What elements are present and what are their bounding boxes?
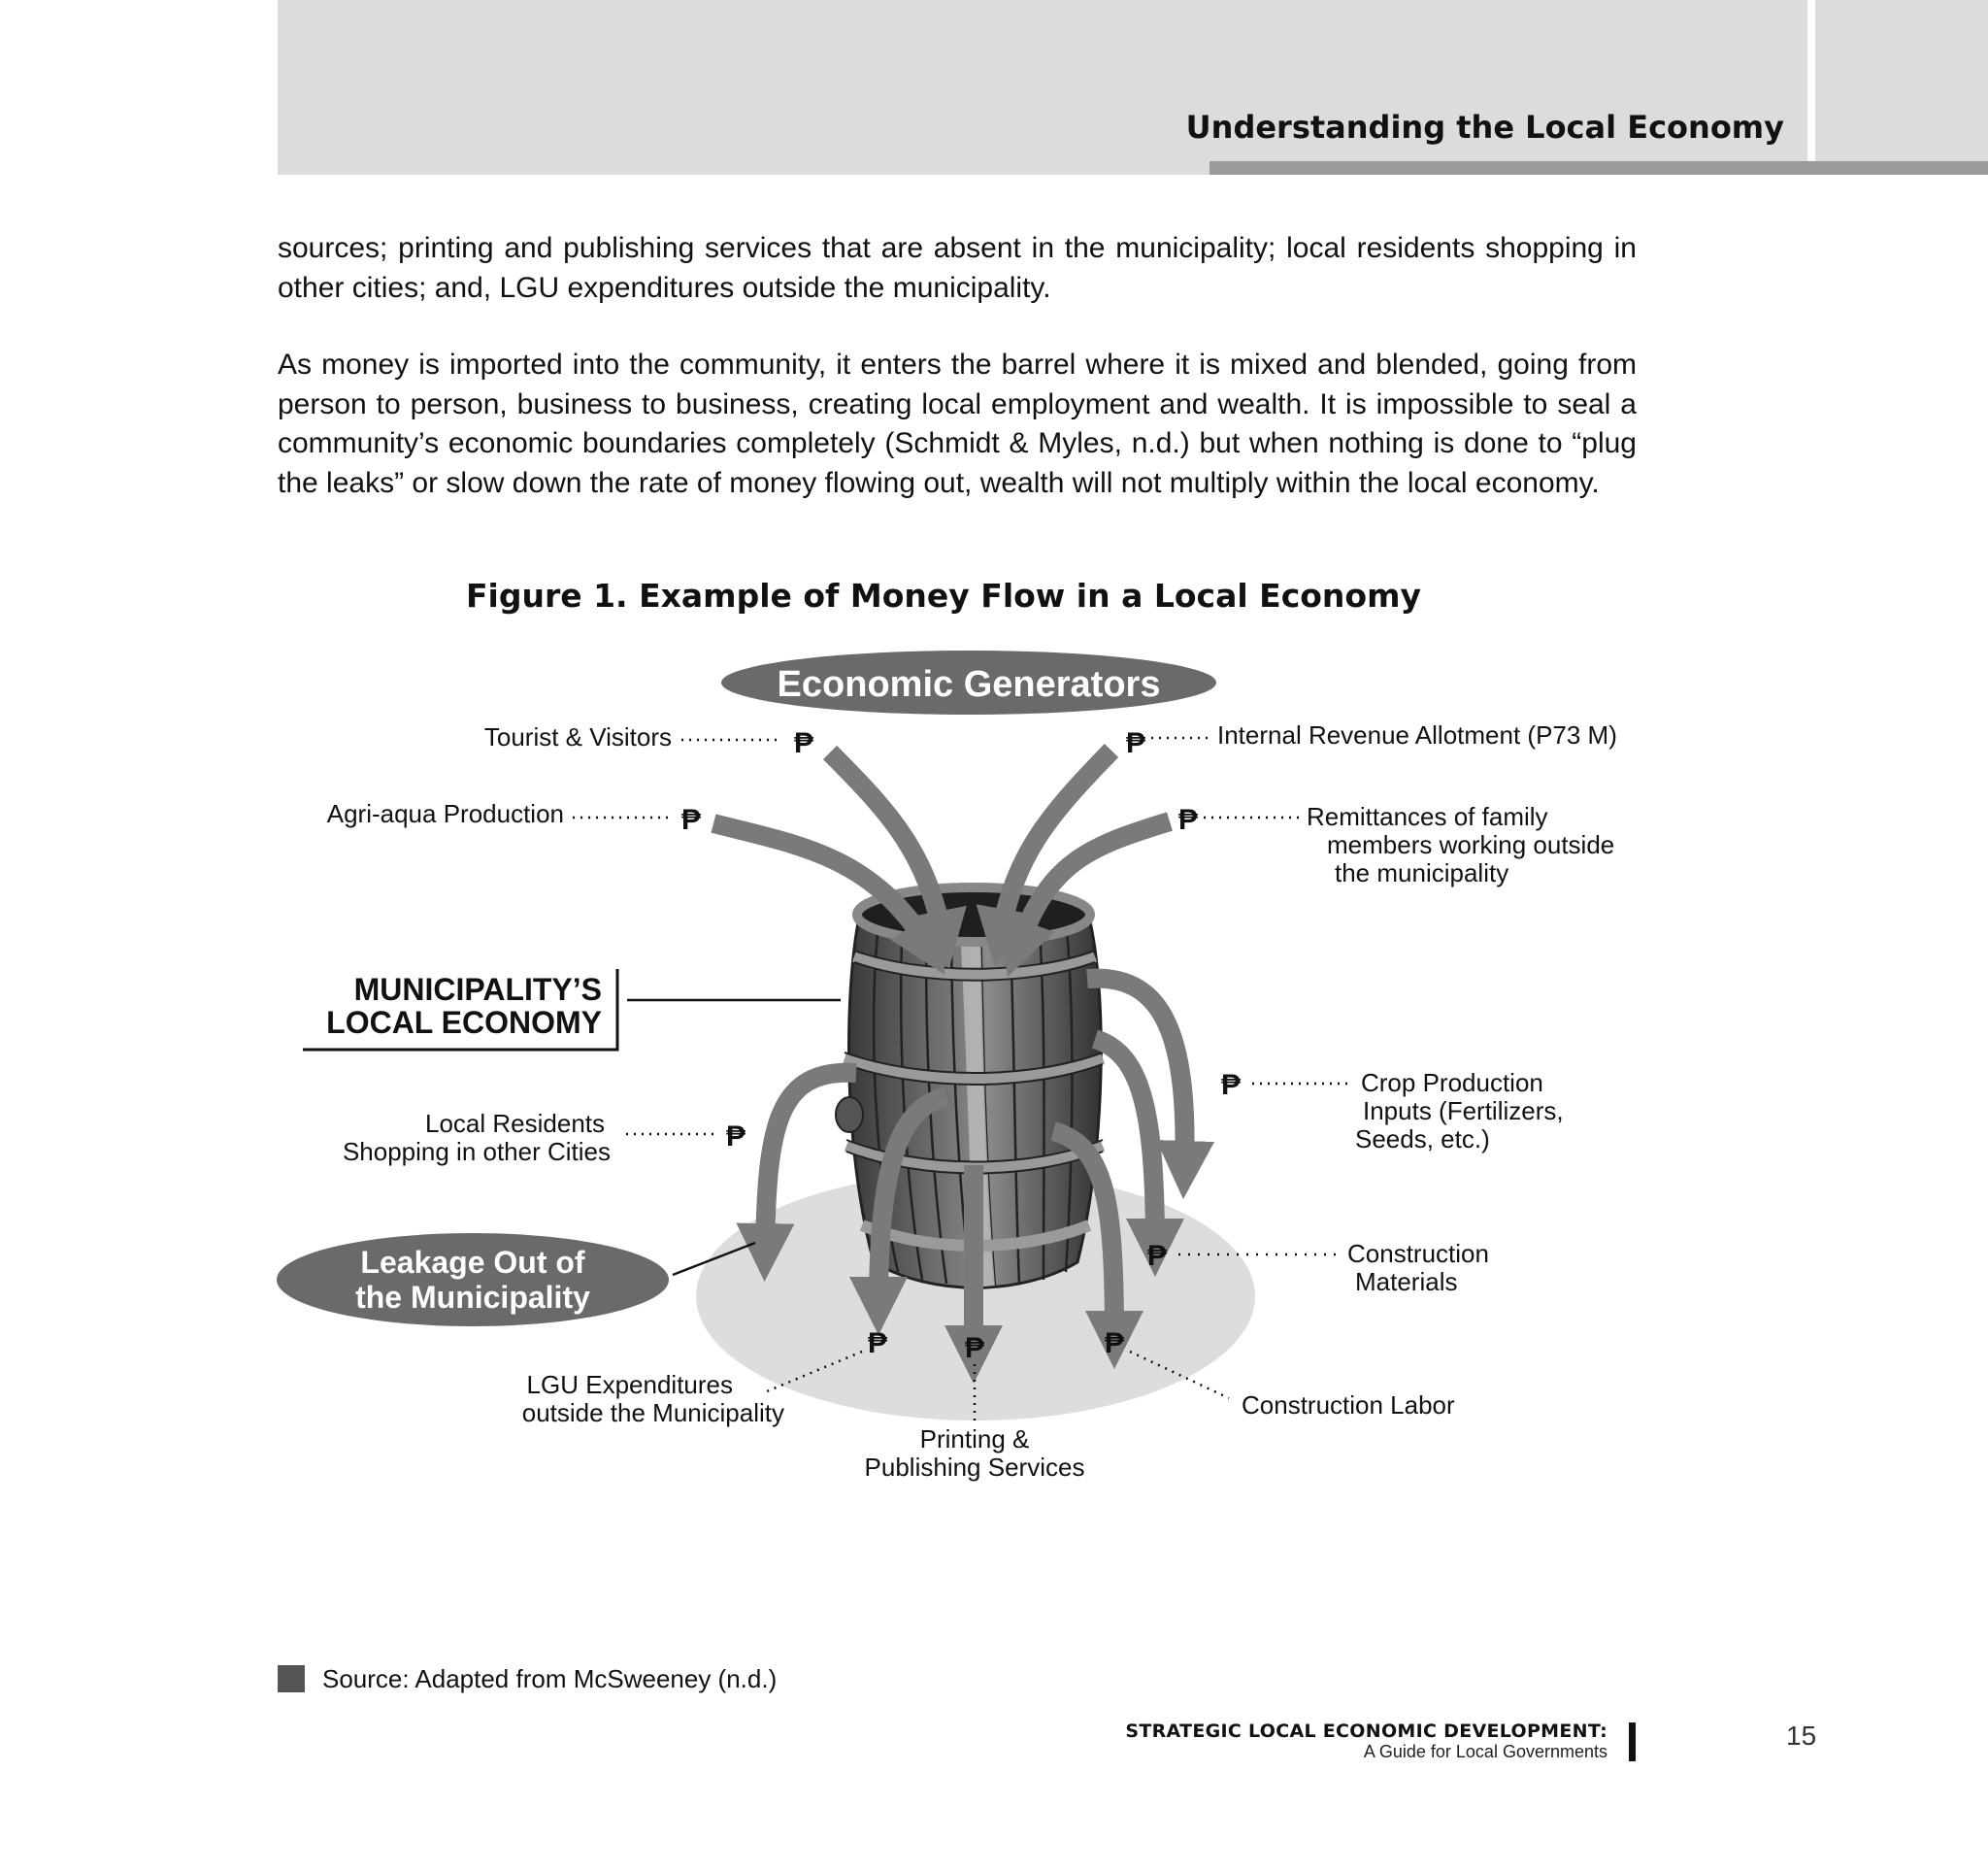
label-printing-line1: Printing & xyxy=(919,1424,1030,1454)
label-agri: Agri-aqua Production xyxy=(326,799,564,828)
peso-lgu: ₱ xyxy=(867,1327,888,1359)
label-remittances-line1: Remittances of family xyxy=(1307,802,1548,831)
label-tourists: Tourist & Visitors xyxy=(483,722,672,752)
label-construction-labor: Construction Labor xyxy=(1242,1390,1455,1420)
peso-remittances: ₱ xyxy=(1177,804,1199,836)
peso-agri: ₱ xyxy=(680,804,702,836)
inflow-arrows xyxy=(713,751,1170,950)
footer-title: STRATEGIC LOCAL ECONOMIC DEVELOPMENT: xyxy=(1125,1721,1607,1742)
label-construction-materials-line2: Materials xyxy=(1355,1267,1458,1296)
source-text: Source: Adapted from McSweeney (n.d.) xyxy=(322,1663,778,1693)
label-crop-line3: Seeds, etc.) xyxy=(1355,1124,1490,1153)
peso-construction-labor: ₱ xyxy=(1104,1327,1125,1359)
footer-subtitle: A Guide for Local Governments xyxy=(1363,1742,1607,1761)
label-lgu-line2: outside the Municipality xyxy=(521,1398,784,1427)
label-crop-line1: Crop Production xyxy=(1361,1068,1543,1097)
generators-heading: Economic Generators xyxy=(777,664,1161,705)
label-remittances-line2: members working outside xyxy=(1327,830,1615,859)
peso-printing: ₱ xyxy=(964,1332,985,1364)
source-note xyxy=(278,1664,777,1693)
label-ira: Internal Revenue Allotment (P73 M) xyxy=(1217,720,1617,750)
label-printing-line2: Publishing Services xyxy=(864,1453,1085,1482)
label-construction-materials-line1: Construction xyxy=(1347,1239,1489,1268)
label-lgu-line1: LGU Expenditures xyxy=(526,1370,733,1399)
peso-ira: ₱ xyxy=(1125,727,1146,759)
section-title: Understanding the Local Economy xyxy=(1185,109,1784,146)
peso-tourists: ₱ xyxy=(793,727,814,759)
leakage-heading-line1: Leakage Out of xyxy=(360,1245,585,1280)
label-remittances-line3: the municipality xyxy=(1335,858,1509,887)
label-crop-line2: Inputs (Fertilizers, xyxy=(1363,1096,1564,1125)
figure-title-text: Figure 1. Example of Money Flow in a Local Economy xyxy=(465,577,1421,615)
paragraph-1: sources; printing and publishing services that are absent in the municipality; local residents shopping in other cities; and, LGU expenditures outside the municipality. xyxy=(278,232,1637,304)
label-local-residents-line1: Local Residents xyxy=(425,1109,605,1138)
peso-crop: ₱ xyxy=(1220,1069,1242,1101)
leakage-heading-line2: the Municipality xyxy=(355,1280,590,1315)
footer-bar xyxy=(1629,1722,1636,1761)
peso-local-residents: ₱ xyxy=(725,1120,746,1153)
peso-construction-materials: ₱ xyxy=(1146,1240,1168,1272)
page-number: 15 xyxy=(1786,1721,1817,1751)
label-local-residents-line2: Shopping in other Cities xyxy=(342,1137,611,1166)
source-bullet-square xyxy=(278,1665,305,1692)
paragraph-2: As money is imported into the community, it enters the barrel where it is mixed and blended, going from person to person, business to business, creating local employment and wealth. It is impossible to seal a community’s economic boundaries completely (Schmidt & Myles, n.d.) but when nothing is done to “plug the leaks” or slow down the rate of money flowing out, wealth will not multiply within the local economy. xyxy=(278,349,1637,499)
municipality-label-line2: LOCAL ECONOMY xyxy=(326,1005,602,1040)
footer-branding xyxy=(1125,1721,1607,1761)
municipality-label-line1: MUNICIPALITY’S xyxy=(353,972,602,1007)
